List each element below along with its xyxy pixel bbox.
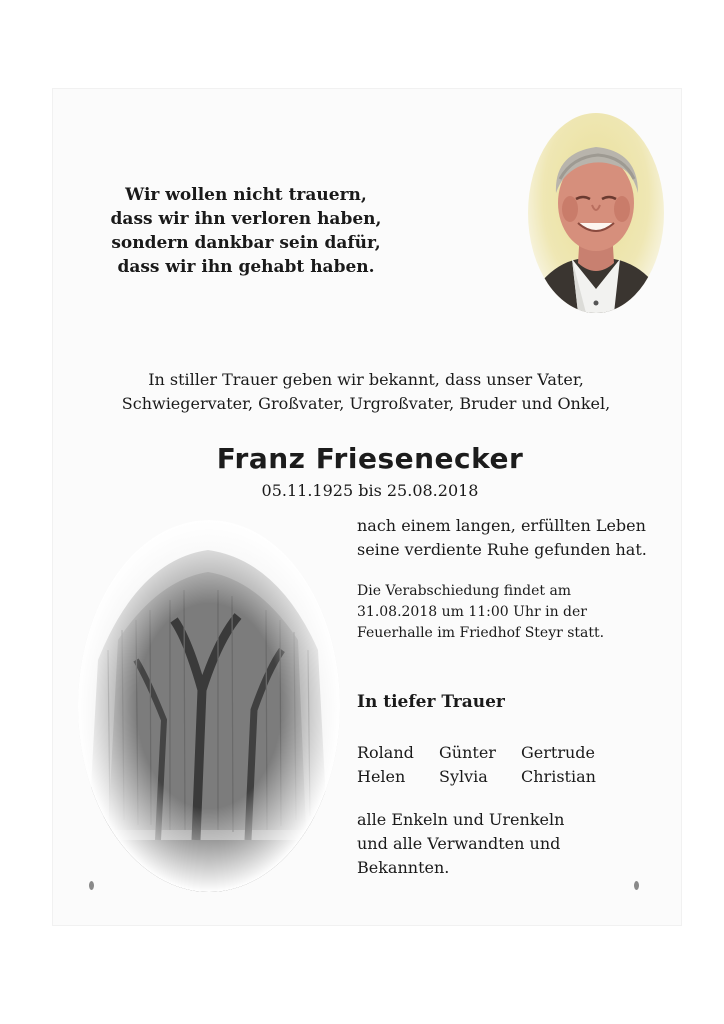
rest-text xyxy=(357,514,647,562)
poem-line: dass wir ihn gehabt haben. xyxy=(117,257,375,277)
family-names xyxy=(357,741,621,789)
deceased-name: Franz Friesenecker xyxy=(216,442,524,475)
decorative-dot-left xyxy=(89,881,94,890)
family-name: Günter xyxy=(439,743,496,762)
ceremony-line: 31.08.2018 um 11:00 Uhr in der xyxy=(357,604,587,620)
family-name: Christian xyxy=(521,767,596,786)
closing-text xyxy=(357,808,564,880)
willow-tree-photo xyxy=(78,520,340,892)
announcement-line: Schwiegervater, Großvater, Urgroßvater, Bruder und Onkel, xyxy=(121,394,611,413)
ceremony-line: Die Verabschiedung findet am xyxy=(357,583,572,599)
closing-line: und alle Verwandten und xyxy=(357,834,561,853)
rest-line: nach einem langen, erfüllten Leben xyxy=(357,516,646,535)
life-dates: 05.11.1925 bis 25.08.2018 xyxy=(261,481,479,500)
decorative-dot-right xyxy=(634,881,639,890)
memorial-poem xyxy=(96,183,396,279)
announcement-text xyxy=(86,368,646,416)
ceremony-line: Feuerhalle im Friedhof Steyr statt. xyxy=(357,625,605,641)
family-name: Helen xyxy=(357,767,406,786)
family-name: Roland xyxy=(357,743,414,762)
announcement-line: In stiller Trauer geben wir bekannt, dass unser Vater, xyxy=(148,370,584,389)
closing-line: Bekannten. xyxy=(357,858,450,877)
family-name: Gertrude xyxy=(521,743,595,762)
willow-tree-illustration xyxy=(78,520,340,892)
closing-line: alle Enkeln und Urenkeln xyxy=(357,810,565,829)
portrait-illustration xyxy=(528,113,664,313)
ceremony-info xyxy=(357,581,604,644)
rest-line: seine verdiente Ruhe gefunden hat. xyxy=(357,540,647,559)
poem-line: sondern dankbar sein dafür, xyxy=(111,233,381,253)
poem-line: dass wir ihn verloren haben, xyxy=(110,209,382,229)
family-name: Sylvia xyxy=(439,767,488,786)
mourning-heading: In tiefer Trauer xyxy=(357,692,505,712)
portrait-photo xyxy=(528,113,664,313)
poem-line: Wir wollen nicht trauern, xyxy=(125,185,367,205)
